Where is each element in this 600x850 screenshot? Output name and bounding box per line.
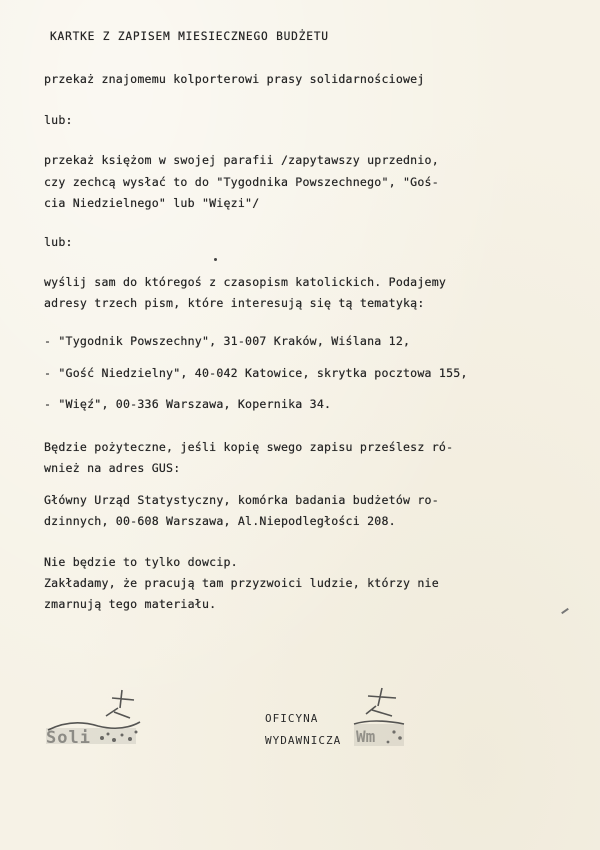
publisher-name-line-1: OFICYNA — [265, 712, 319, 725]
document-title: KARTKE Z ZAPISEM MIESIECZNEGO BUDŻETU — [50, 30, 329, 43]
text-line: zmarnują tego materiału. — [44, 597, 217, 611]
text-line: adresy trzech pism, które interesują się tą tematyką: — [44, 296, 425, 310]
address-line: - "Więź", 00-336 Warszawa, Kopernika 34. — [44, 397, 332, 411]
text-line: Zakładamy, że pracują tam przyzwoici ludzie, którzy nie — [44, 576, 439, 590]
text-line: Będzie pożyteczne, jeśli kopię swego zapisu prześlesz ró- — [44, 440, 454, 454]
right-stamp-logo — [348, 684, 410, 752]
address-line: - "Gość Niedzielny", 40-042 Katowice, skrytka pocztowa 155, — [44, 366, 468, 380]
text-line: lub: — [44, 235, 73, 249]
text-line: czy zechcą wysłać to do "Tygodnika Powszechnego", "Goś- — [44, 175, 439, 189]
stray-mark — [561, 608, 569, 614]
text-line: Nie będzie to tylko dowcip. — [44, 555, 238, 569]
text-line: lub: — [44, 113, 73, 127]
text-line: dzinnych, 00-608 Warszawa, Al.Niepodległości 208. — [44, 514, 396, 528]
svg-text:Wm: Wm — [356, 727, 376, 746]
text-line: wnież na adres GUS: — [44, 461, 181, 475]
svg-text:Soli: Soli — [46, 728, 91, 748]
text-line: Główny Urząd Statystyczny, komórka badania budżetów ro- — [44, 493, 439, 507]
text-line: wyślij sam do któregoś z czasopism katolickich. Podajemy — [44, 275, 447, 289]
address-line: - "Tygodnik Powszechny", 31-007 Kraków, Wiślana 12, — [44, 334, 411, 348]
text-line: przekaż księżom w swojej parafii /zapytawszy uprzednio, — [44, 153, 439, 167]
publisher-name-line-2: WYDAWNICZA — [265, 734, 342, 747]
text-line: cia Niedzielnego" lub "Więzi"/ — [44, 196, 260, 210]
left-stamp-logo — [42, 688, 147, 750]
text-line: przekaż znajomemu kolporterowi prasy solidarnościowej — [44, 72, 425, 86]
stray-dot — [214, 258, 217, 261]
